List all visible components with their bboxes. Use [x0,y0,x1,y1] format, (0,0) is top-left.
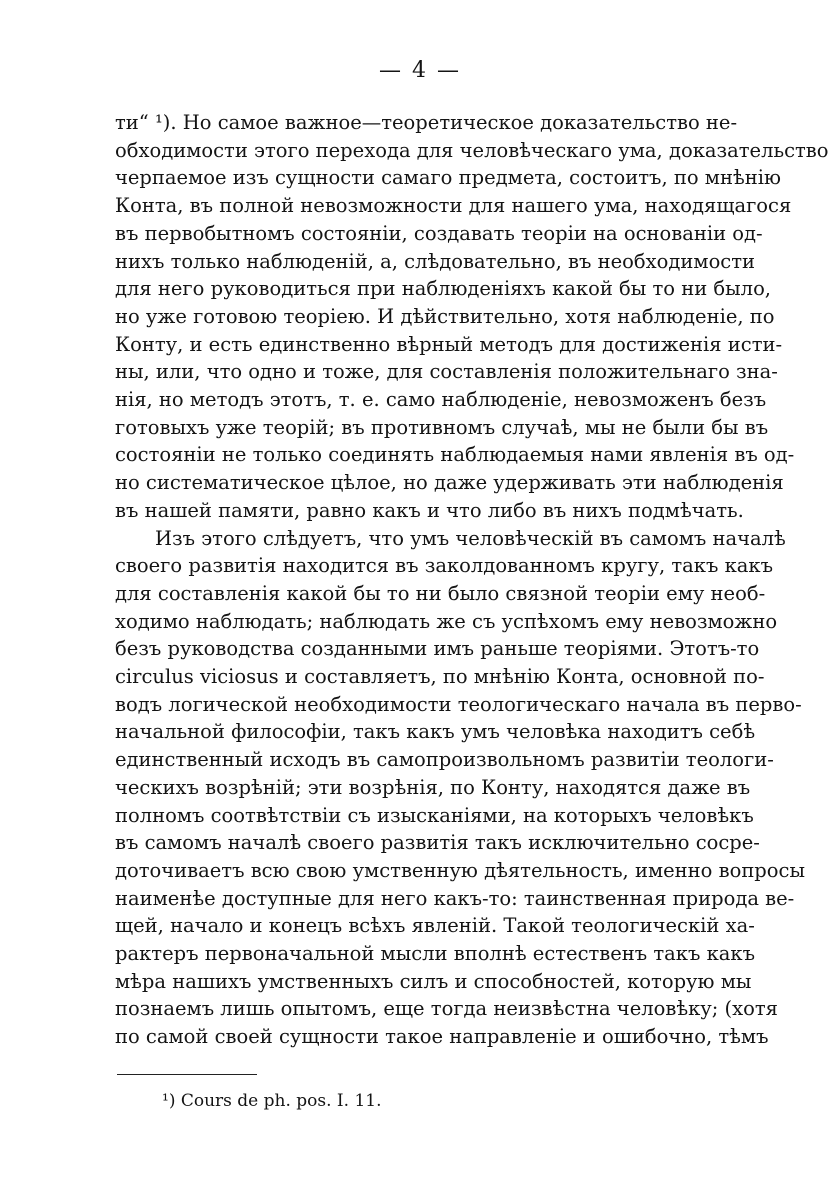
text-line: ходимо наблюдать; наблюдать же съ успѣхомъ ему невозможно [115,609,778,633]
footnote-divider [117,1074,257,1075]
text-line: для него руководиться при наблюденіяхъ какой бы то ни было, [115,277,772,301]
footnote: ¹) Cours de ph. pos. I. 11. [162,1091,382,1112]
text-line: водъ логической необходимости теологическаго начала въ перво- [115,692,802,716]
text-line: въ нашей памяти, равно какъ и что либо въ нихъ подмѣчать. [115,498,744,522]
text-line: щей, начало и конецъ всѣхъ явленій. Такой теологическій ха- [115,914,755,938]
text-line: состояніи не только соединять наблюдаемыя нами явленія въ од- [115,443,795,467]
text-line: единственный исходъ въ самопроизвольномъ развитіи теологи- [115,748,774,772]
page-number: — 4 — [379,58,461,83]
text-line: наименѣе доступные для него какъ-то: таинственная природа ве- [115,886,795,910]
text-line: рактеръ первоначальной мысли вполнѣ естественъ такъ какъ [115,942,756,965]
text-line: ти“ ¹). Но самое важное—теоретическое доказательство не- [115,111,738,134]
text-line: мѣра нашихъ умственныхъ силъ и способностей, которую мы [115,969,752,993]
text-line: черпаемое изъ сущности самаго предмета, состоитъ, по мнѣнію [115,166,781,190]
text-line: ческихъ возрѣній; эти возрѣнія, по Конту, находятся даже въ [115,775,751,799]
text-line: нія, но методъ этотъ, т. е. само наблюденіе, невозможенъ безъ [115,388,767,411]
text-line: въ первобытномъ состояніи, создавать теоріи на основаніи од- [115,221,763,245]
text-line: Конту, и есть единственно вѣрный методъ для достиженія исти- [115,332,783,356]
text-line: начальной философіи, такъ какъ умъ человѣка находитъ себѣ [115,720,756,744]
text-line: Конта, въ полной невозможности для нашего ума, находящагося [115,194,792,218]
text-line: своего развитія находится въ заколдованномъ кругу, такъ какъ [115,554,774,578]
text-line: познаемъ лишь опытомъ, еще тогда неизвѣстна человѣку; (хотя [115,997,778,1021]
text-line: доточиваетъ всю свою умственную дѣятельность, именно вопросы [115,858,805,882]
text-line: для составленія какой бы то ни было связной теоріи ему необ- [115,581,766,605]
text-line: въ самомъ началѣ своего развитія такъ исключительно сосре- [115,831,760,855]
text-line: circulus viciosus и составляетъ, по мнѣнію Конта, основной по- [115,665,765,688]
paragraph-first-line: Изъ этого слѣдуетъ, что умъ человѣческій въ самомъ началѣ [155,526,786,550]
text-line: но уже готовою теоріею. И дѣйствительно, хотя наблюденіе, по [115,304,775,328]
text-line: безъ руководства созданными имъ раньше теоріями. Этотъ-то [115,637,760,661]
text-line: готовыхъ уже теорій; въ противномъ случаѣ, мы не были бы въ [115,415,769,439]
text-line: но систематическое цѣлое, но даже удерживать эти наблюденія [115,471,784,495]
text-line: обходимости этого перехода для человѣческаго ума, доказательство [115,138,829,162]
text-line: ны, или, что одно и тоже, для составленія положительнаго зна- [115,360,778,384]
text-line: полномъ соотвѣтствіи съ изысканіями, на которыхъ человѣкъ [115,803,754,827]
text-line: нихъ только наблюденій, а, слѣдовательно, въ необходимости [115,249,756,273]
text-line: по самой своей сущности такое направленіе и ошибочно, тѣмъ [115,1025,769,1049]
